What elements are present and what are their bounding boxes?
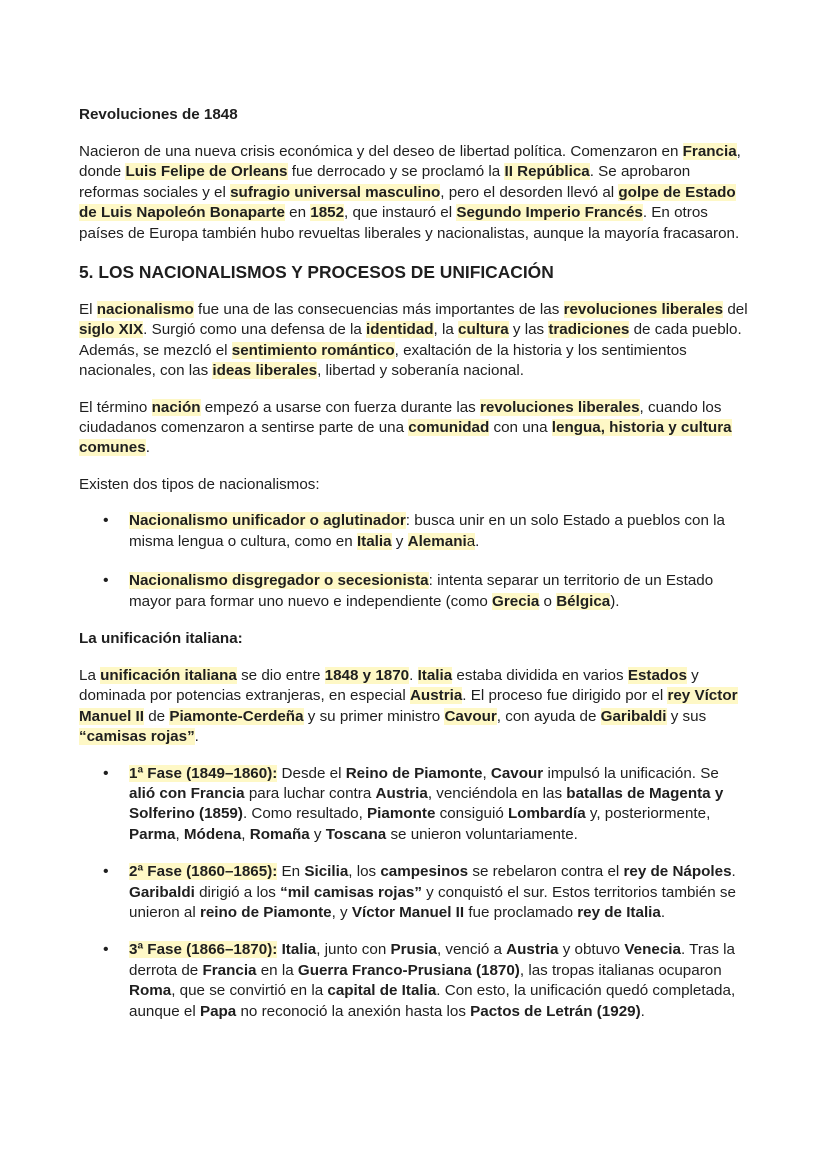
bold-text: rey de Nápoles	[623, 863, 732, 881]
text-run: , venció a	[436, 941, 507, 959]
paragraph-nacion	[79, 398, 749, 459]
text-run: , venciéndola en las	[427, 784, 567, 802]
text-run: estaba dividida en varios	[452, 666, 628, 684]
highlighted-text: revoluciones liberales	[563, 301, 724, 319]
text-run: . Surgió como una defensa de la	[143, 321, 367, 339]
highlighted-text: nación	[151, 398, 201, 416]
text-run: en la	[256, 961, 298, 979]
text-run: y, posteriormente,	[585, 805, 711, 823]
bold-text: Sicilia	[304, 863, 349, 881]
text-run: dirigió a los	[194, 883, 281, 901]
highlighted-text: Nacionalismo unificador o aglutinador	[129, 512, 406, 530]
text-run: impulsó la unificación. Se	[543, 764, 719, 782]
text-run: , que instauró el	[344, 204, 457, 222]
text-run: , cuando los ciudadanos comenzaron a sentirse parte de una	[79, 398, 722, 437]
bold-text: Austria	[506, 941, 559, 959]
text-run: : busca unir en un solo Estado a pueblos con la misma lengua o cultura, como en	[129, 512, 725, 550]
highlighted-text: Cavour	[444, 707, 497, 725]
list-item-fase-1	[79, 764, 749, 846]
bold-text: batallas de Magenta y Solferino (1859)	[129, 784, 724, 823]
text-run: . Tras la derrota de	[129, 941, 735, 979]
highlighted-text: Italia	[417, 666, 453, 684]
text-run: , libertad y soberanía nacional.	[317, 362, 524, 380]
highlighted-text: Nacionalismo disgregador o secesionista	[129, 572, 429, 590]
text-run: para luchar contra	[244, 784, 376, 802]
bold-text: Reino de Piamonte	[345, 764, 483, 782]
heading-section-5: 5. LOS NACIONALISMOS Y PROCESOS DE UNIFICACIÓN	[79, 262, 554, 283]
highlighted-text: cultura	[458, 321, 509, 339]
bold-text: Lombardía	[508, 805, 586, 823]
text-run: en	[284, 204, 311, 222]
bold-text: Italia	[281, 941, 317, 959]
text-run: . En otros países de Europa también hubo revueltas liberales y nacionalistas, aunque la mayoría fracasaron.	[79, 204, 740, 242]
bold-text: Papa	[199, 1002, 237, 1020]
list-item-disgregador	[79, 571, 749, 612]
bold-text: Prusia	[390, 941, 437, 959]
bold-text: Cavour	[490, 764, 544, 782]
highlighted-text: Estados	[627, 666, 687, 684]
highlighted-text: golpe de Estado de Luis Napoleón Bonaparte	[79, 183, 736, 222]
bold-text: Guerra Franco-Prusiana (1870)	[297, 961, 520, 979]
highlighted-text: Garibaldi	[600, 707, 667, 725]
bold-text: Roma	[129, 982, 172, 1000]
document-page	[79, 104, 749, 1022]
highlighted-text: Piamonte-Cerdeña	[169, 707, 304, 725]
text-run: del	[723, 301, 748, 319]
text-run: Nacieron de una nueva crisis económica y del deseo de libertad política. Comenzaron en	[79, 143, 683, 160]
text-run: . Como resultado,	[242, 805, 368, 823]
highlighted-text: Grecia	[492, 592, 540, 610]
highlighted-text: Alemani	[407, 532, 467, 550]
text-run: de cada pueblo. Además, se mezcló el	[79, 321, 742, 359]
text-run: se unieron voluntariamente.	[386, 825, 578, 843]
list-item-unificador	[79, 511, 749, 552]
bold-text: Parma	[129, 825, 176, 843]
highlighted-text: ideas liberales	[212, 362, 318, 380]
text-run: , exaltación de la historia y los sentimientos nacionales, con las	[79, 341, 687, 380]
highlighted-text: identidad	[366, 321, 434, 339]
text-run: . Se aprobaron reformas sociales y el	[79, 163, 691, 201]
text-run: , y	[331, 903, 352, 921]
bold-text: Toscana	[325, 825, 387, 843]
bold-text: Módena	[183, 825, 242, 843]
paragraph-tipos	[79, 475, 749, 495]
bold-text: Víctor Manuel II	[351, 903, 465, 921]
highlighted-text: unificación italiana	[100, 666, 237, 684]
nationalism-types-list	[79, 511, 749, 612]
bold-text: “mil camisas rojas”	[280, 883, 422, 901]
text-run: se rebelaron contra el	[468, 863, 624, 881]
text-run: y las	[508, 321, 549, 339]
highlighted-text: “camisas rojas”	[79, 728, 195, 746]
paragraph-revoluciones	[79, 142, 749, 244]
text-run: El	[79, 301, 97, 319]
text-run: , con ayuda de	[496, 707, 601, 725]
text-run: empezó a usarse con fuerza durante las	[200, 398, 480, 416]
text-run: de	[143, 707, 170, 725]
bold-text: Romaña	[249, 825, 310, 843]
list-item-fase-2	[79, 862, 749, 923]
text-run: Desde el	[277, 764, 346, 782]
text-run: fue una de las consecuencias más importantes de las	[193, 301, 564, 319]
text-run: .	[640, 1002, 645, 1020]
text-run: y	[391, 532, 408, 550]
text-run: fue derrocado y se proclamó la	[287, 163, 505, 181]
text-run: o	[539, 592, 557, 610]
text-run: . El proceso fue dirigido por el	[462, 687, 668, 705]
text-run: . Con esto, la unificación quedó completada, aunque el	[129, 982, 736, 1020]
highlighted-text: comunidad	[408, 419, 490, 437]
highlighted-text: 3ª Fase (1866–1870):	[129, 941, 278, 959]
text-run: ,	[175, 825, 184, 843]
phases-list	[79, 764, 749, 1022]
text-run: y conquistó el sur. Estos territorios también se unieron al	[129, 883, 736, 921]
text-run: , junto con	[316, 941, 391, 959]
highlighted-text: II República	[504, 163, 590, 181]
bold-text: Piamonte	[367, 805, 436, 823]
highlighted-text: Italia	[356, 532, 392, 550]
highlighted-text: lengua, historia y cultura comunes	[79, 419, 732, 457]
text-run: , los	[348, 863, 381, 881]
text-run: La	[79, 666, 101, 684]
text-run: .	[194, 728, 199, 746]
bold-text: Pactos de Letrán (1929)	[470, 1002, 641, 1020]
highlighted-text: sentimiento romántico	[231, 341, 395, 359]
bold-text: alió con Francia	[129, 784, 245, 802]
text-run: y su primer ministro	[303, 707, 445, 725]
text-run: El término	[79, 398, 152, 416]
text-run: , las tropas italianas ocuparon	[519, 961, 722, 979]
highlighted-text: Austria	[409, 687, 463, 705]
highlighted-text: Francia	[682, 143, 737, 160]
highlighted-text: rey Víctor Manuel II	[79, 687, 738, 725]
list-item-fase-3	[79, 940, 749, 1022]
text-run: consiguió	[435, 805, 508, 823]
text-run: se dio entre	[236, 666, 325, 684]
text-run: y dominada por potencias extranjeras, en especial	[79, 666, 699, 705]
highlighted-text: Segundo Imperio Francés	[456, 204, 643, 222]
text-run: , que se convirtió en la	[171, 982, 328, 1000]
text-run: En	[277, 863, 305, 881]
text-run: .	[660, 903, 666, 921]
highlighted-text: revoluciones liberales	[480, 398, 640, 416]
bold-text: capital de Italia	[327, 982, 437, 1000]
paragraph-unificacion	[79, 666, 749, 748]
highlighted-text: nacionalismo	[96, 301, 194, 319]
text-run: y obtuvo	[558, 941, 625, 959]
bold-text: campesinos	[380, 863, 469, 881]
text-run: y sus	[666, 707, 707, 725]
bold-text: Austria	[375, 784, 428, 802]
text-run: .	[475, 532, 480, 550]
paragraph-nacionalismo	[79, 300, 749, 382]
text-run: .	[145, 439, 150, 457]
highlighted-text: a	[466, 532, 476, 550]
highlighted-text: sufragio universal masculino	[230, 183, 441, 201]
text-run: y	[309, 825, 326, 843]
highlighted-text: 1852	[310, 204, 345, 222]
text-run: Existen dos tipos de nacionalismos:	[79, 475, 320, 493]
text-run: ,	[482, 764, 491, 782]
text-run: : intenta separar un territorio de un Estado mayor para formar uno nuevo e independiente (como	[129, 572, 714, 610]
highlighted-text: Bélgica	[556, 592, 611, 610]
bold-text: Garibaldi	[129, 883, 195, 901]
text-run: , la	[433, 321, 459, 339]
text-run: fue proclamado	[464, 903, 578, 921]
highlighted-text: Luis Felipe de Orleans	[125, 163, 288, 181]
text-run: .	[409, 666, 418, 684]
highlighted-text: 1848 y 1870	[324, 666, 410, 684]
text-run: ).	[610, 592, 620, 610]
text-run: no reconoció la anexión hasta los	[236, 1002, 471, 1020]
text-run: , pero el desorden llevó al	[440, 183, 619, 201]
bold-text: rey de Italia	[577, 903, 661, 921]
text-run: ,	[241, 825, 250, 843]
highlighted-text: tradiciones	[548, 321, 630, 339]
highlighted-text: 1ª Fase (1849–1860):	[129, 764, 278, 782]
text-run: , donde	[79, 143, 741, 181]
text-run: .	[731, 863, 736, 881]
bold-text: Venecia	[624, 941, 681, 959]
bold-text: reino de Piamonte	[199, 903, 332, 921]
highlighted-text: siglo XIX	[79, 321, 144, 339]
text-run: con una	[489, 419, 552, 437]
heading-revoluciones-1848: Revoluciones de 1848	[79, 106, 238, 123]
highlighted-text: 2ª Fase (1860–1865):	[129, 863, 278, 881]
bold-text: Francia	[202, 961, 257, 979]
heading-unificacion-italiana: La unificación italiana:	[79, 629, 243, 647]
